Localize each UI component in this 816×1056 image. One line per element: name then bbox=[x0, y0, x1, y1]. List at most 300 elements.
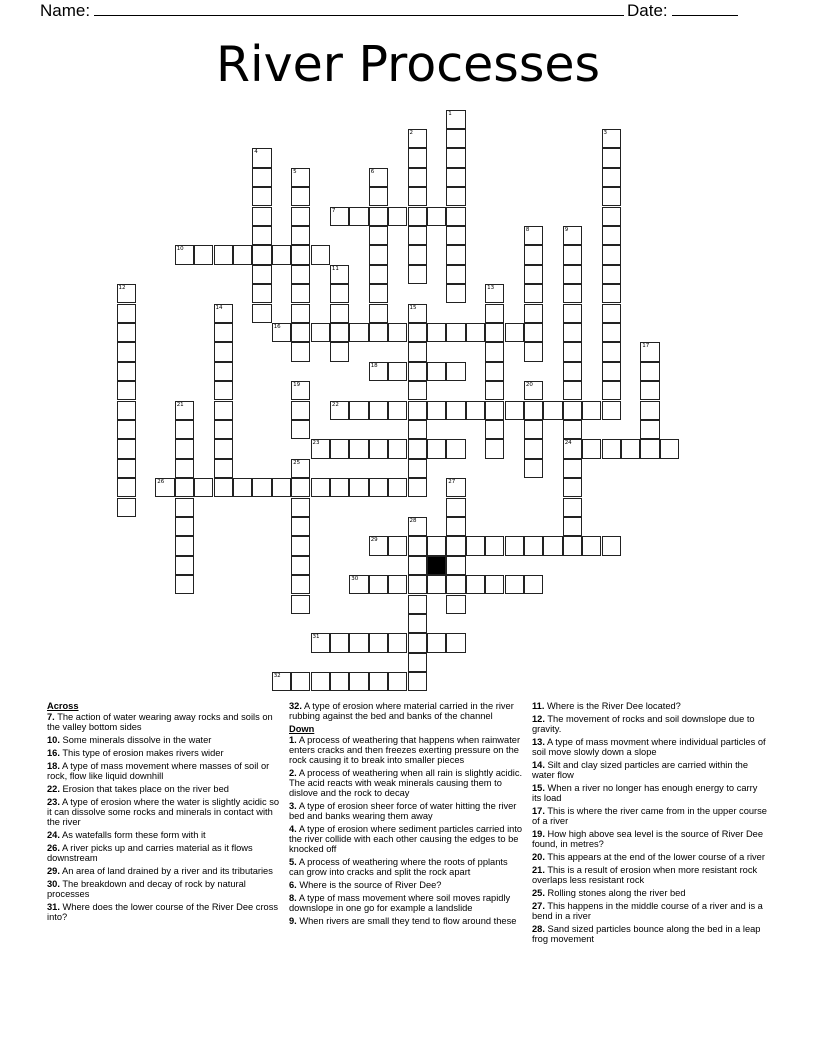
grid-cell[interactable] bbox=[524, 265, 543, 284]
grid-cell[interactable] bbox=[446, 148, 465, 167]
grid-cell[interactable] bbox=[349, 323, 368, 342]
grid-cell[interactable] bbox=[640, 362, 659, 381]
grid-cell[interactable] bbox=[485, 439, 504, 458]
grid-cell[interactable] bbox=[524, 304, 543, 323]
grid-cell[interactable] bbox=[330, 265, 349, 284]
clue-number: 13. bbox=[532, 737, 545, 747]
grid-cell[interactable] bbox=[175, 245, 194, 264]
grid-cell[interactable] bbox=[602, 401, 621, 420]
grid-cell[interactable] bbox=[524, 439, 543, 458]
grid-cell[interactable] bbox=[485, 420, 504, 439]
grid-cell[interactable] bbox=[408, 595, 427, 614]
grid-cell[interactable] bbox=[408, 575, 427, 594]
grid-cell[interactable] bbox=[175, 478, 194, 497]
grid-cell[interactable] bbox=[175, 517, 194, 536]
grid-cell[interactable] bbox=[369, 575, 388, 594]
grid-cell[interactable] bbox=[175, 575, 194, 594]
grid-cell[interactable] bbox=[252, 207, 271, 226]
grid-cell[interactable] bbox=[349, 401, 368, 420]
clue-number: 11. bbox=[532, 701, 545, 711]
clues-column-2 bbox=[289, 701, 525, 929]
grid-cell[interactable] bbox=[408, 304, 427, 323]
grid-cell[interactable] bbox=[408, 556, 427, 575]
clue-text: Silt and clay sized particles are carried within the water flow bbox=[532, 760, 749, 780]
grid-cell[interactable] bbox=[563, 284, 582, 303]
grid-cell[interactable] bbox=[408, 459, 427, 478]
grid-cell[interactable] bbox=[117, 362, 136, 381]
clue-text: The breakdown and decay of rock by natural processes bbox=[47, 879, 246, 899]
grid-cell[interactable] bbox=[602, 245, 621, 264]
grid-cell[interactable] bbox=[446, 245, 465, 264]
grid-cell[interactable] bbox=[563, 323, 582, 342]
grid-cell[interactable] bbox=[408, 614, 427, 633]
grid-cell[interactable] bbox=[602, 304, 621, 323]
grid-cell[interactable] bbox=[291, 420, 310, 439]
grid-cell[interactable] bbox=[446, 575, 465, 594]
grid-cell[interactable] bbox=[505, 323, 524, 342]
grid-cell[interactable] bbox=[446, 556, 465, 575]
grid-cell[interactable] bbox=[214, 245, 233, 264]
grid-cell[interactable] bbox=[369, 323, 388, 342]
grid-cell[interactable] bbox=[214, 362, 233, 381]
grid-cell[interactable] bbox=[446, 207, 465, 226]
grid-cell[interactable] bbox=[388, 575, 407, 594]
grid-cell[interactable] bbox=[602, 187, 621, 206]
grid-cell[interactable] bbox=[408, 207, 427, 226]
grid-cell[interactable] bbox=[408, 672, 427, 691]
grid-cell[interactable] bbox=[369, 187, 388, 206]
grid-cell[interactable] bbox=[485, 575, 504, 594]
grid-cell[interactable] bbox=[408, 168, 427, 187]
grid-cell[interactable] bbox=[117, 459, 136, 478]
clue-text: Some minerals dissolve in the water bbox=[62, 735, 212, 745]
grid-cell[interactable] bbox=[602, 381, 621, 400]
grid-cell[interactable] bbox=[330, 401, 349, 420]
grid-cell[interactable] bbox=[291, 478, 310, 497]
cell-number: 11 bbox=[331, 265, 339, 272]
grid-cell[interactable] bbox=[194, 245, 213, 264]
clue-text: This type of erosion makes rivers wider bbox=[62, 748, 224, 758]
grid-cell[interactable] bbox=[602, 536, 621, 555]
grid-cell[interactable] bbox=[485, 362, 504, 381]
grid-cell[interactable] bbox=[311, 245, 330, 264]
grid-cell[interactable] bbox=[252, 168, 271, 187]
grid-cell[interactable] bbox=[311, 323, 330, 342]
grid-cell[interactable] bbox=[563, 401, 582, 420]
grid-cell[interactable] bbox=[311, 633, 330, 652]
grid-cell[interactable] bbox=[291, 304, 310, 323]
grid-cell[interactable] bbox=[349, 207, 368, 226]
grid-cell[interactable] bbox=[660, 439, 679, 458]
grid-cell[interactable] bbox=[388, 633, 407, 652]
grid-cell[interactable] bbox=[388, 401, 407, 420]
grid-cell[interactable] bbox=[369, 536, 388, 555]
grid-cell[interactable] bbox=[446, 265, 465, 284]
grid-cell[interactable] bbox=[330, 323, 349, 342]
grid-cell[interactable] bbox=[602, 207, 621, 226]
grid-cell[interactable] bbox=[252, 478, 271, 497]
grid-cell[interactable] bbox=[427, 536, 446, 555]
grid-cell[interactable] bbox=[446, 633, 465, 652]
grid-cell[interactable] bbox=[446, 478, 465, 497]
grid-cell[interactable] bbox=[369, 207, 388, 226]
grid-cell[interactable] bbox=[485, 401, 504, 420]
grid-cell[interactable] bbox=[408, 129, 427, 148]
grid-cell[interactable] bbox=[446, 129, 465, 148]
grid-cell[interactable] bbox=[524, 459, 543, 478]
grid-cell[interactable] bbox=[524, 323, 543, 342]
grid-cell[interactable] bbox=[408, 439, 427, 458]
grid-cell[interactable] bbox=[408, 187, 427, 206]
grid-cell[interactable] bbox=[291, 245, 310, 264]
grid-cell[interactable] bbox=[485, 342, 504, 361]
grid-cell[interactable] bbox=[214, 420, 233, 439]
grid-cell[interactable] bbox=[311, 439, 330, 458]
grid-cell[interactable] bbox=[369, 304, 388, 323]
grid-cell[interactable] bbox=[602, 168, 621, 187]
grid-cell[interactable] bbox=[485, 323, 504, 342]
grid-cell[interactable] bbox=[214, 381, 233, 400]
grid-cell[interactable] bbox=[408, 536, 427, 555]
grid-cell[interactable] bbox=[117, 498, 136, 517]
grid-cell[interactable] bbox=[291, 342, 310, 361]
cell-number: 22 bbox=[331, 401, 339, 408]
grid-cell[interactable] bbox=[175, 401, 194, 420]
down-clue bbox=[289, 735, 525, 765]
grid-cell[interactable] bbox=[291, 265, 310, 284]
grid-cell[interactable] bbox=[427, 207, 446, 226]
grid-cell[interactable] bbox=[369, 439, 388, 458]
grid-cell[interactable] bbox=[446, 439, 465, 458]
grid-cell[interactable] bbox=[408, 245, 427, 264]
grid-cell[interactable] bbox=[369, 245, 388, 264]
grid-cell[interactable] bbox=[446, 401, 465, 420]
grid-cell[interactable] bbox=[485, 536, 504, 555]
grid-cell[interactable] bbox=[640, 342, 659, 361]
clue-text: As watefalls form these form with it bbox=[62, 830, 206, 840]
grid-cell[interactable] bbox=[446, 110, 465, 129]
grid-cell[interactable] bbox=[272, 672, 291, 691]
clue-number: 18. bbox=[47, 761, 60, 771]
grid-cell[interactable] bbox=[175, 498, 194, 517]
down-clue bbox=[532, 714, 768, 734]
grid-cell[interactable] bbox=[291, 207, 310, 226]
grid-cell[interactable] bbox=[175, 420, 194, 439]
grid-cell[interactable] bbox=[563, 265, 582, 284]
grid-cell[interactable] bbox=[524, 381, 543, 400]
grid-cell[interactable] bbox=[408, 148, 427, 167]
grid-cell[interactable] bbox=[291, 284, 310, 303]
grid-cell[interactable] bbox=[252, 284, 271, 303]
grid-cell[interactable] bbox=[466, 323, 485, 342]
grid-cell[interactable] bbox=[563, 478, 582, 497]
grid-cell[interactable] bbox=[272, 478, 291, 497]
grid-cell[interactable] bbox=[524, 420, 543, 439]
grid-cell[interactable] bbox=[214, 323, 233, 342]
grid-cell[interactable] bbox=[524, 284, 543, 303]
grid-cell[interactable] bbox=[252, 245, 271, 264]
grid-cell[interactable] bbox=[330, 672, 349, 691]
clue-text: When a river no longer has enough energy to carry its load bbox=[532, 783, 758, 803]
grid-cell[interactable] bbox=[602, 265, 621, 284]
grid-cell[interactable] bbox=[291, 323, 310, 342]
grid-cell[interactable] bbox=[602, 148, 621, 167]
grid-cell[interactable] bbox=[408, 265, 427, 284]
grid-cell[interactable] bbox=[330, 342, 349, 361]
grid-cell[interactable] bbox=[446, 168, 465, 187]
grid-cell[interactable] bbox=[602, 323, 621, 342]
clue-text: A type of mass movment where individual particles of soil move slowly down a slope bbox=[532, 737, 766, 757]
grid-cell[interactable] bbox=[563, 439, 582, 458]
clue-number: 19. bbox=[532, 829, 545, 839]
grid-cell[interactable] bbox=[233, 245, 252, 264]
down-clue bbox=[289, 857, 525, 877]
grid-cell[interactable] bbox=[505, 575, 524, 594]
grid-cell[interactable] bbox=[214, 478, 233, 497]
grid-cell[interactable] bbox=[408, 342, 427, 361]
grid-cell[interactable] bbox=[349, 575, 368, 594]
grid-cell[interactable] bbox=[543, 536, 562, 555]
grid-cell[interactable] bbox=[330, 304, 349, 323]
grid-cell[interactable] bbox=[117, 304, 136, 323]
grid-cell[interactable] bbox=[252, 265, 271, 284]
grid-cell[interactable] bbox=[330, 207, 349, 226]
grid-cell[interactable] bbox=[117, 381, 136, 400]
grid-cell[interactable] bbox=[505, 401, 524, 420]
grid-cell[interactable] bbox=[291, 381, 310, 400]
grid-cell[interactable] bbox=[388, 536, 407, 555]
grid-cell[interactable] bbox=[330, 478, 349, 497]
grid-cell[interactable] bbox=[602, 439, 621, 458]
grid-cell[interactable] bbox=[485, 304, 504, 323]
grid-cell[interactable] bbox=[621, 439, 640, 458]
grid-cell[interactable] bbox=[291, 595, 310, 614]
grid-cell[interactable] bbox=[563, 245, 582, 264]
grid-cell[interactable] bbox=[117, 342, 136, 361]
grid-cell[interactable] bbox=[194, 478, 213, 497]
grid-cell[interactable] bbox=[427, 323, 446, 342]
grid-cell[interactable] bbox=[233, 478, 252, 497]
grid-cell[interactable] bbox=[427, 439, 446, 458]
grid-cell[interactable] bbox=[369, 226, 388, 245]
grid-cell[interactable] bbox=[563, 536, 582, 555]
grid-cell[interactable] bbox=[446, 323, 465, 342]
clue-text: Rolling stones along the river bed bbox=[547, 888, 686, 898]
clue-number: 27. bbox=[532, 901, 545, 911]
grid-cell[interactable] bbox=[214, 342, 233, 361]
clue-text: Sand sized particles bounce along the bed in a leap frog movement bbox=[532, 924, 761, 944]
grid-cell[interactable] bbox=[252, 226, 271, 245]
grid-cell[interactable] bbox=[388, 207, 407, 226]
grid-cell[interactable] bbox=[388, 478, 407, 497]
grid-cell[interactable] bbox=[524, 575, 543, 594]
grid-cell[interactable] bbox=[582, 439, 601, 458]
down-clue bbox=[532, 865, 768, 885]
grid-cell[interactable] bbox=[272, 245, 291, 264]
grid-cell[interactable] bbox=[602, 362, 621, 381]
grid-cell[interactable] bbox=[640, 420, 659, 439]
grid-cell[interactable] bbox=[524, 226, 543, 245]
grid-cell[interactable] bbox=[155, 478, 174, 497]
grid-cell[interactable] bbox=[214, 459, 233, 478]
grid-cell[interactable] bbox=[175, 536, 194, 555]
grid-cell[interactable] bbox=[446, 595, 465, 614]
grid-cell[interactable] bbox=[291, 536, 310, 555]
cell-number: 20 bbox=[525, 382, 533, 389]
grid-cell[interactable] bbox=[291, 168, 310, 187]
grid-cell[interactable] bbox=[602, 342, 621, 361]
grid-cell[interactable] bbox=[291, 575, 310, 594]
clue-text: The action of water wearing away rocks and soils on the valley bottom sides bbox=[47, 712, 273, 732]
grid-cell[interactable] bbox=[408, 633, 427, 652]
grid-cell[interactable] bbox=[291, 401, 310, 420]
grid-cell[interactable] bbox=[291, 187, 310, 206]
grid-cell[interactable] bbox=[252, 148, 271, 167]
grid-cell[interactable] bbox=[485, 284, 504, 303]
grid-cell[interactable] bbox=[369, 672, 388, 691]
grid-cell[interactable] bbox=[408, 420, 427, 439]
grid-cell[interactable] bbox=[175, 439, 194, 458]
cell-number: 12 bbox=[118, 285, 126, 292]
grid-cell[interactable] bbox=[524, 245, 543, 264]
across-clue bbox=[47, 902, 283, 922]
down-clue bbox=[289, 880, 525, 890]
grid-cell[interactable] bbox=[291, 226, 310, 245]
grid-cell[interactable] bbox=[330, 439, 349, 458]
cell-number: 17 bbox=[642, 343, 650, 350]
clue-number: 32. bbox=[289, 701, 302, 711]
grid-cell[interactable] bbox=[291, 556, 310, 575]
grid-cell[interactable] bbox=[330, 633, 349, 652]
grid-cell[interactable] bbox=[466, 575, 485, 594]
cell-number: 8 bbox=[525, 226, 530, 233]
grid-cell[interactable] bbox=[563, 226, 582, 245]
grid-cell[interactable] bbox=[369, 362, 388, 381]
grid-cell[interactable] bbox=[524, 536, 543, 555]
grid-cell[interactable] bbox=[349, 672, 368, 691]
grid-cell[interactable] bbox=[466, 401, 485, 420]
grid-cell[interactable] bbox=[388, 439, 407, 458]
grid-cell[interactable] bbox=[563, 381, 582, 400]
grid-cell[interactable] bbox=[388, 323, 407, 342]
grid-cell[interactable] bbox=[388, 672, 407, 691]
grid-cell[interactable] bbox=[369, 401, 388, 420]
grid-cell[interactable] bbox=[369, 265, 388, 284]
grid-cell[interactable] bbox=[582, 536, 601, 555]
grid-cell[interactable] bbox=[563, 342, 582, 361]
grid-cell[interactable] bbox=[117, 323, 136, 342]
clue-text: A process of weathering that happens when rainwater enters cracks and then freezes exerting pressure on the rock causing it to break into smaller pieces bbox=[289, 735, 521, 765]
cell-number: 27 bbox=[448, 479, 456, 486]
grid-cell[interactable] bbox=[446, 362, 465, 381]
grid-cell[interactable] bbox=[602, 284, 621, 303]
grid-cell[interactable] bbox=[563, 498, 582, 517]
grid-cell[interactable] bbox=[563, 420, 582, 439]
grid-cell[interactable] bbox=[602, 129, 621, 148]
grid-cell[interactable] bbox=[311, 672, 330, 691]
grid-cell[interactable] bbox=[117, 420, 136, 439]
grid-cell[interactable] bbox=[427, 401, 446, 420]
across-clue bbox=[47, 866, 283, 876]
grid-cell[interactable] bbox=[602, 226, 621, 245]
grid-cell[interactable] bbox=[446, 187, 465, 206]
grid-cell[interactable] bbox=[446, 226, 465, 245]
grid-cell[interactable] bbox=[291, 459, 310, 478]
grid-cell[interactable] bbox=[408, 226, 427, 245]
grid-cell[interactable] bbox=[291, 517, 310, 536]
grid-cell[interactable] bbox=[408, 478, 427, 497]
grid-cell[interactable] bbox=[369, 478, 388, 497]
grid-cell[interactable] bbox=[388, 362, 407, 381]
grid-cell[interactable] bbox=[640, 439, 659, 458]
grid-cell[interactable] bbox=[640, 381, 659, 400]
grid-cell[interactable] bbox=[408, 401, 427, 420]
grid-cell[interactable] bbox=[369, 633, 388, 652]
grid-cell[interactable] bbox=[175, 556, 194, 575]
grid-cell[interactable] bbox=[446, 536, 465, 555]
grid-cell[interactable] bbox=[640, 401, 659, 420]
grid-cell[interactable] bbox=[408, 517, 427, 536]
grid-cell[interactable] bbox=[330, 284, 349, 303]
grid-cell[interactable] bbox=[117, 401, 136, 420]
grid-cell[interactable] bbox=[349, 439, 368, 458]
grid-cell[interactable] bbox=[505, 536, 524, 555]
grid-cell[interactable] bbox=[117, 284, 136, 303]
grid-cell[interactable] bbox=[563, 517, 582, 536]
grid-cell[interactable] bbox=[214, 401, 233, 420]
grid-cell[interactable] bbox=[291, 672, 310, 691]
grid-cell[interactable] bbox=[485, 381, 504, 400]
grid-cell[interactable] bbox=[349, 633, 368, 652]
grid-cell[interactable] bbox=[446, 284, 465, 303]
cell-number: 2 bbox=[409, 129, 413, 136]
grid-cell[interactable] bbox=[446, 498, 465, 517]
grid-cell[interactable] bbox=[563, 304, 582, 323]
grid-cell[interactable] bbox=[214, 439, 233, 458]
grid-cell[interactable] bbox=[214, 304, 233, 323]
cell-number: 28 bbox=[409, 517, 417, 524]
grid-cell[interactable] bbox=[427, 633, 446, 652]
grid-cell[interactable] bbox=[563, 459, 582, 478]
grid-cell[interactable] bbox=[427, 362, 446, 381]
grid-cell[interactable] bbox=[252, 187, 271, 206]
grid-cell[interactable] bbox=[543, 401, 562, 420]
grid-cell[interactable] bbox=[427, 575, 446, 594]
clue-text: A type of erosion where the water is slightly acidic so it can dissolve some rocks and minerals in contact with the river bbox=[47, 797, 280, 827]
grid-cell[interactable] bbox=[291, 498, 310, 517]
grid-cell[interactable] bbox=[369, 284, 388, 303]
grid-cell[interactable] bbox=[446, 517, 465, 536]
grid-cell[interactable] bbox=[369, 168, 388, 187]
grid-cell[interactable] bbox=[582, 401, 601, 420]
cell-number: 15 bbox=[409, 304, 417, 311]
grid-cell[interactable] bbox=[408, 362, 427, 381]
grid-cell[interactable] bbox=[408, 323, 427, 342]
grid-cell[interactable] bbox=[408, 381, 427, 400]
grid-cell[interactable] bbox=[563, 362, 582, 381]
grid-cell[interactable] bbox=[524, 401, 543, 420]
grid-cell[interactable] bbox=[349, 478, 368, 497]
grid-cell[interactable] bbox=[524, 342, 543, 361]
grid-cell[interactable] bbox=[466, 536, 485, 555]
grid-cell[interactable] bbox=[272, 323, 291, 342]
grid-cell[interactable] bbox=[175, 459, 194, 478]
grid-cell[interactable] bbox=[117, 478, 136, 497]
grid-cell[interactable] bbox=[311, 478, 330, 497]
grid-cell[interactable] bbox=[252, 304, 271, 323]
grid-cell[interactable] bbox=[117, 439, 136, 458]
grid-cell[interactable] bbox=[408, 653, 427, 672]
